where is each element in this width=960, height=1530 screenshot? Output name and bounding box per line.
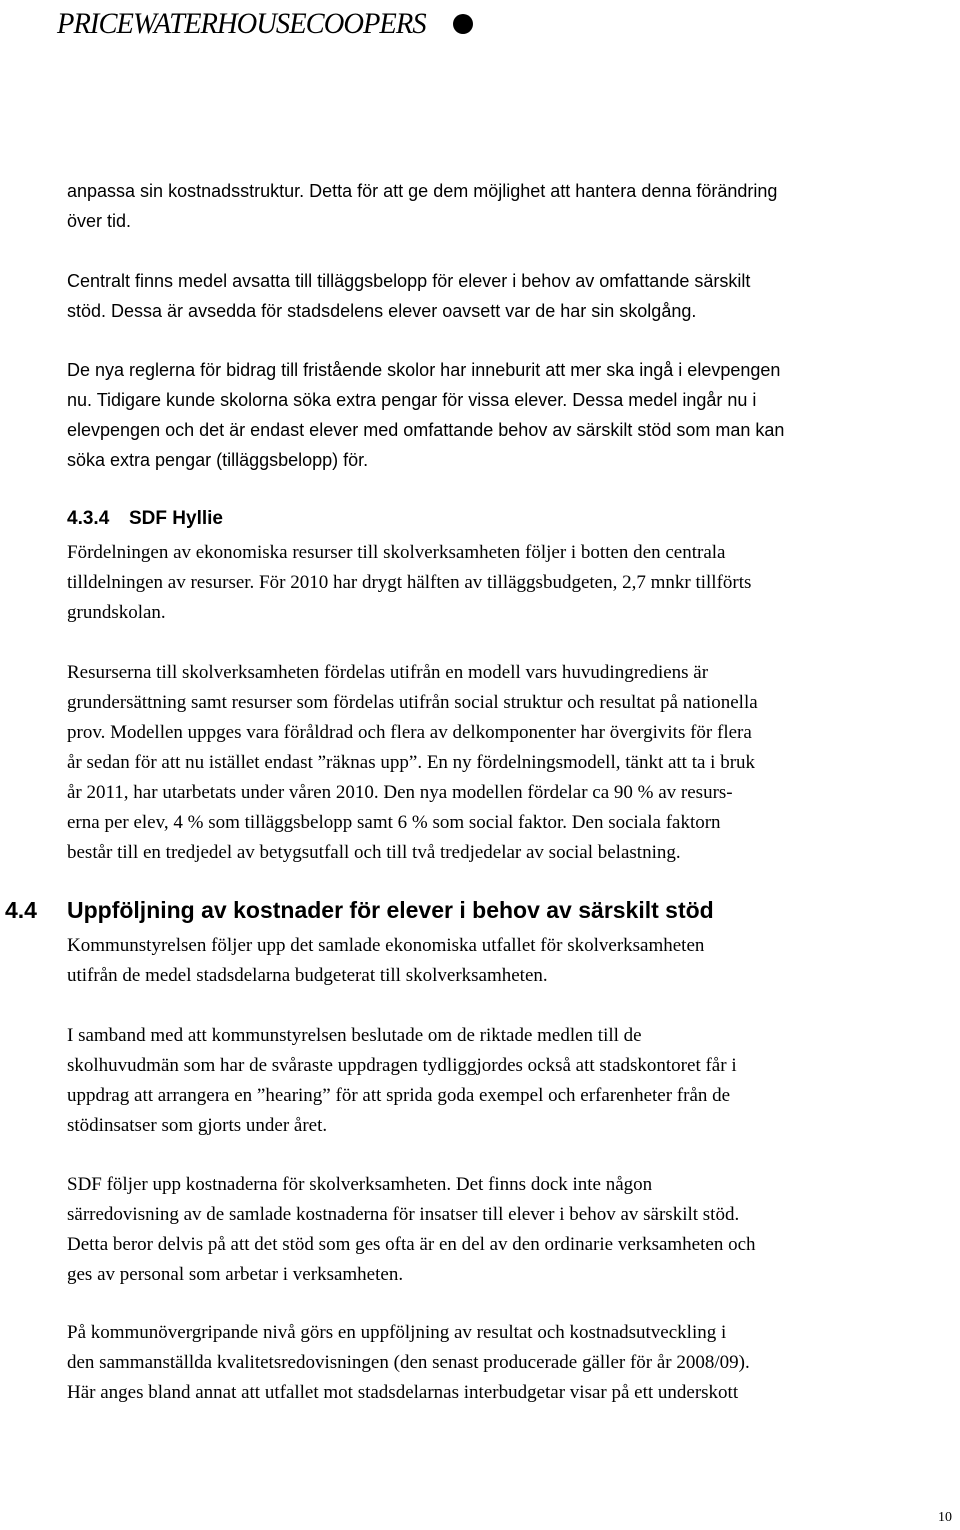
company-logo: [57, 2, 473, 46]
text-line: Resurserna till skolverksamheten fördelas utifrån en modell vars huvudingrediens är: [67, 662, 709, 683]
text-line: erna per elev, 4 % som tilläggsbelopp samt 6 % som social faktor. Den sociala faktorn: [67, 812, 721, 833]
text-line: De nya reglerna för bidrag till fristående skolor har inneburit att mer ska ingå i elevpengen: [67, 360, 781, 380]
text-line: tilldelningen av resurser. För 2010 har drygt hälften av tilläggsbudgeten, 2,7 mnkr tillförts: [67, 572, 752, 593]
text-line: Centralt finns medel avsatta till tilläggsbelopp för elever i behov av omfattande särskilt: [67, 271, 751, 291]
text-line: år 2011, har utarbetats under våren 2010. Den nya modellen fördelar ca 90 % av resurs-: [67, 782, 733, 803]
section-44-paragraph-2: [67, 1021, 737, 1141]
text-line: år sedan för att nu istället endast ”räknas upp”. En ny fördelningsmodell, tänkt att ta i bruk: [67, 752, 756, 773]
text-line: ges av personal som arbetar i verksamheten.: [67, 1264, 404, 1285]
page-number: 10: [938, 1510, 952, 1525]
text-line: skolhuvudmän som har de svåraste uppdragen tydliggjordes också att stadskontoret får i: [67, 1055, 737, 1076]
text-line: utifrån de medel stadsdelarna budgeterat till skolverksamheten.: [67, 965, 548, 986]
section-number: 4.4: [5, 897, 37, 923]
text-line: den sammanställda kvalitetsredovisningen (den senast producerade gäller för år 2008/09).: [67, 1352, 750, 1373]
text-line: stödinsatser som gjorts under året.: [67, 1115, 328, 1136]
section-44-paragraph-1: [67, 931, 704, 991]
text-line: nu. Tidigare kunde skolorna söka extra pengar för vissa elever. Dessa medel ingår nu i: [67, 390, 757, 410]
section-title: Uppföljning av kostnader för elever i behov av särskilt stöd: [67, 897, 714, 923]
section-44-paragraph-4: [67, 1318, 750, 1408]
text-line: anpassa sin kostnadsstruktur. Detta för att ge dem möjlighet att hantera denna förändring: [67, 181, 778, 201]
section-434-paragraph-1: [67, 538, 751, 628]
body-paragraph-1: [67, 176, 777, 236]
text-line: särredovisning av de samlade kostnaderna för insatser till elever i behov av särskilt stöd.: [67, 1204, 740, 1225]
section-heading-4-4: [5, 893, 714, 927]
body-paragraph-2: [67, 266, 750, 326]
section-44-paragraph-3: [67, 1170, 756, 1290]
logo-wordmark: PRICEWATERHOUSECOOPERS: [57, 7, 426, 40]
text-line: SDF följer upp kostnaderna för skolverksamheten. Det finns dock inte någon: [67, 1174, 653, 1195]
text-line: elevpengen och det är endast elever med omfattande behov av särskilt stöd som man kan: [67, 420, 785, 440]
text-line: prov. Modellen uppges vara föråldrad och flera av delkomponenter har övergivits för flera: [67, 722, 752, 743]
text-line: grundskolan.: [67, 602, 166, 623]
section-number: 4.3.4: [67, 508, 110, 529]
body-paragraph-3: [67, 355, 784, 475]
text-line: består till en tredjedel av betygsutfall och till två tredjedelar av social belastning.: [67, 842, 681, 863]
section-title: SDF Hyllie: [129, 508, 223, 529]
logo-seal: [453, 14, 473, 34]
text-line: grundersättning samt resurser som fördelas utifrån social struktur och resultat på nationella: [67, 692, 758, 713]
text-line: Detta beror delvis på att det stöd som ges ofta är en del av den ordinarie verksamheten och: [67, 1234, 756, 1255]
text-line: stöd. Dessa är avsedda för stadsdelens elever oavsett var de har sin skolgång.: [67, 301, 697, 321]
text-line: över tid.: [67, 211, 132, 231]
text-line: söka extra pengar (tilläggsbelopp) för.: [67, 450, 369, 470]
text-line: Här anges bland annat att utfallet mot stadsdelarnas interbudgetar visar på ett underskott: [67, 1382, 739, 1403]
text-line: Kommunstyrelsen följer upp det samlade ekonomiska utfallet för skolverksamheten: [67, 935, 705, 956]
section-434-paragraph-2: [67, 658, 758, 868]
text-line: Fördelningen av ekonomiska resurser till skolverksamheten följer i botten den centrala: [67, 542, 726, 563]
text-line: uppdrag att arrangera en ”hearing” för att sprida goda exempel och erfarenheter från de: [67, 1085, 731, 1106]
section-heading-4-3-4: [67, 504, 223, 534]
text-line: I samband med att kommunstyrelsen beslutade om de riktade medlen till de: [67, 1025, 642, 1046]
text-line: På kommunövergripande nivå görs en uppföljning av resultat och kostnadsutveckling i: [67, 1322, 727, 1343]
